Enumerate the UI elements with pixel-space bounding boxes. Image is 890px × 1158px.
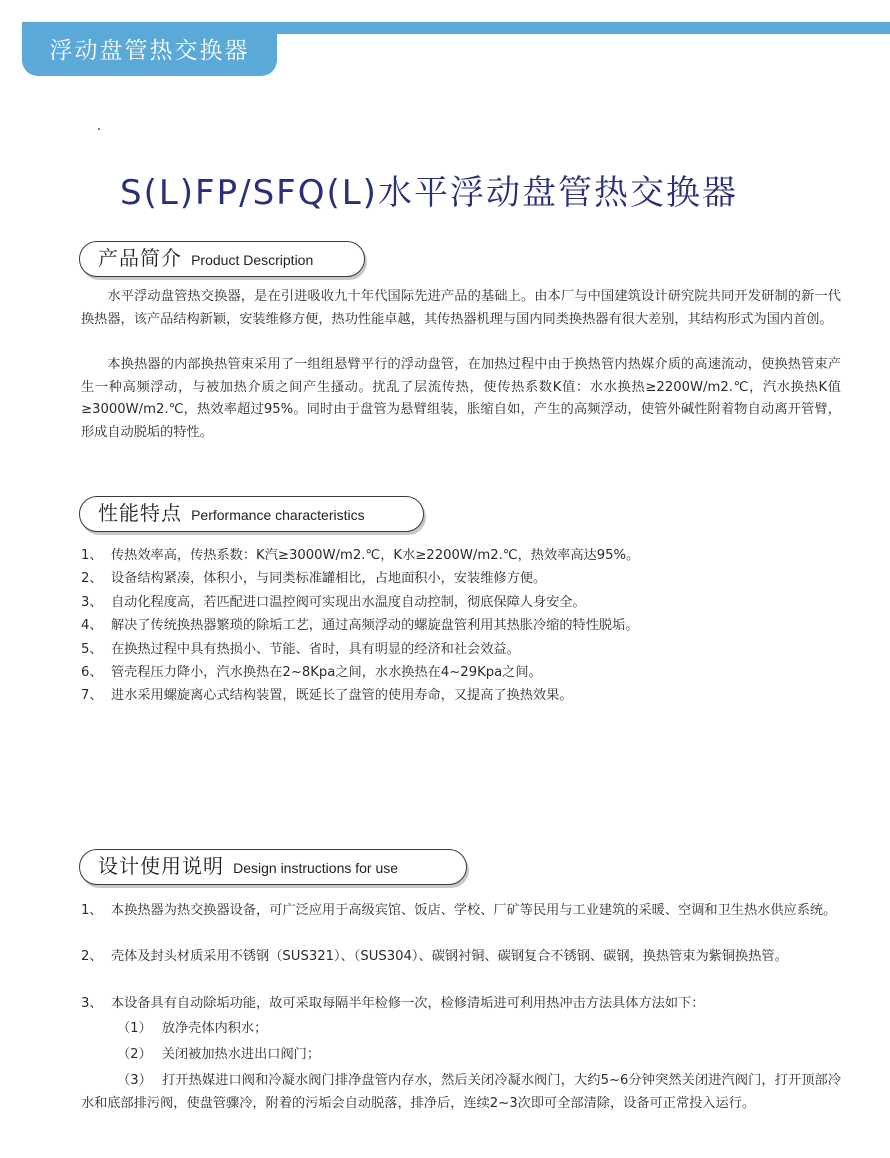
list-item xyxy=(81,661,851,684)
heading-en: Performance characteristics xyxy=(191,507,365,523)
step-number: （3） xyxy=(117,1073,153,1088)
item-text: 自动化程度高，若匹配进口温控阀可实现出水温度自动控制，彻底保障人身安全。 xyxy=(111,594,586,610)
list-item xyxy=(81,567,851,590)
step-text: 关闭被加热水进出口阀门； xyxy=(161,1047,321,1062)
item-number: 2、 xyxy=(81,571,103,587)
item-text: 壳体及封头材质采用不锈钢（SUS321）、（SUS304）、碳钢衬铜、碳钢复合不锈钢、碳钢，换热管束为紫铜换热管。 xyxy=(111,949,788,964)
item-text: 设备结构紧凑，体积小，与同类标准罐相比，占地面积小，安装维修方便。 xyxy=(111,571,547,587)
heading-en: Product Description xyxy=(191,252,314,268)
list-item xyxy=(81,614,851,637)
item-text: 进水采用螺旋离心式结构装置，既延长了盘管的使用寿命，又提高了换热效果。 xyxy=(111,688,573,704)
section-tab: 浮动盘管热交换器 xyxy=(22,26,277,76)
item-text: 本换热器为热交换器设备，可广泛应用于高级宾馆、饭店、学校、厂矿等民用与工业建筑的采暖、空调和卫生热水供应系统。 xyxy=(111,903,837,918)
decorative-dot xyxy=(98,128,100,130)
list-item xyxy=(81,684,851,707)
item-number: 2、 xyxy=(81,949,103,964)
design-item-3 xyxy=(81,992,841,1015)
item-text: 管壳程压力降小，汽水换热在2~8Kpa之间，水水换热在4~29Kpa之间。 xyxy=(111,665,542,681)
heading-en: Design instructions for use xyxy=(233,860,399,876)
item-number: 1、 xyxy=(81,548,103,563)
performance-list xyxy=(81,544,851,708)
heading-zh: 性能特点 xyxy=(98,501,182,525)
design-item-1 xyxy=(81,899,841,922)
item-number: 1、 xyxy=(81,903,103,918)
description-paragraph-2: 本换热器的内部换热管束采用了一组组悬臂平行的浮动盘管，在加热过程中由于换热管内热媒介质的高速流动，使换热管束产生一种高频浮动，与被加热介质之间产生搔动。扰乱了层流传热，使传热系数K值：水水换热≥2200W/m2.℃，汽水换热K值≥3000W/m2.℃，热效率超过95%。同时由于盘管为悬臂组装，胀缩自如，产生的高频浮动，使管外碱性附着物自动离开管臂，形成自动脱垢的特性。 xyxy=(81,357,841,440)
item-number: 5、 xyxy=(81,641,103,657)
step-number: （1） xyxy=(117,1021,152,1036)
heading-zh: 产品简介 xyxy=(98,246,182,270)
performance-heading xyxy=(79,496,424,532)
item-number: 6、 xyxy=(81,665,103,681)
item-number: 7、 xyxy=(81,688,103,704)
design-instructions-heading xyxy=(79,849,467,885)
page-title: S(L)FP/SFQ(L)水平浮动盘管热交换器 xyxy=(120,173,738,213)
design-step-3 xyxy=(81,1070,841,1115)
item-number: 4、 xyxy=(81,618,103,634)
item-number: 3、 xyxy=(81,996,103,1011)
product-description-heading xyxy=(79,241,365,277)
design-step-2 xyxy=(117,1043,817,1066)
design-item-2 xyxy=(81,945,841,968)
list-item xyxy=(81,638,851,661)
item-text: 本设备具有自动除垢功能，故可采取每隔半年检修一次，检修清垢进可利用热冲击方法具体方法如下： xyxy=(111,996,705,1011)
heading-zh: 设计使用说明 xyxy=(98,854,224,878)
item-text: 传热效率高，传热系数：K汽≥3000W/m2.℃，K水≥2200W/m2.℃，热效率高达95%。 xyxy=(111,548,640,563)
item-number: 3、 xyxy=(81,594,103,610)
step-text: 放净壳体内积水； xyxy=(161,1021,268,1036)
item-text: 解决了传统换热器繁琐的除垢工艺，通过高频浮动的螺旋盘管利用其热胀冷缩的特性脱垢。 xyxy=(111,618,639,634)
list-item xyxy=(81,591,851,614)
description-paragraph-1: 水平浮动盘管热交换器，是在引进吸收九十年代国际先进产品的基础上。由本厂与中国建筑设计研究院共同开发研制的新一代换热器，该产品结构新颖，安装维修方便，热功性能卓越，其传热器机理与国内同类换热器有很大差别，其结构形式为国内首创。 xyxy=(81,289,841,327)
list-item xyxy=(81,544,851,567)
step-number: （2） xyxy=(117,1047,152,1062)
item-text: 在换热过程中具有热损小、节能、省时，具有明显的经济和社会效益。 xyxy=(111,641,520,657)
design-step-1 xyxy=(117,1017,817,1040)
step-text: 打开热媒进口阀和冷凝水阀门排净盘管内存水，然后关闭冷凝水阀门，大约5~6分钟突然关闭进汽阀门，打开顶部冷水和底部排污阀，使盘管骤冷，附着的污垢会自动脱落，排净后，连续2~3次即可全部清除，设备可正常投入运行。 xyxy=(81,1073,842,1111)
